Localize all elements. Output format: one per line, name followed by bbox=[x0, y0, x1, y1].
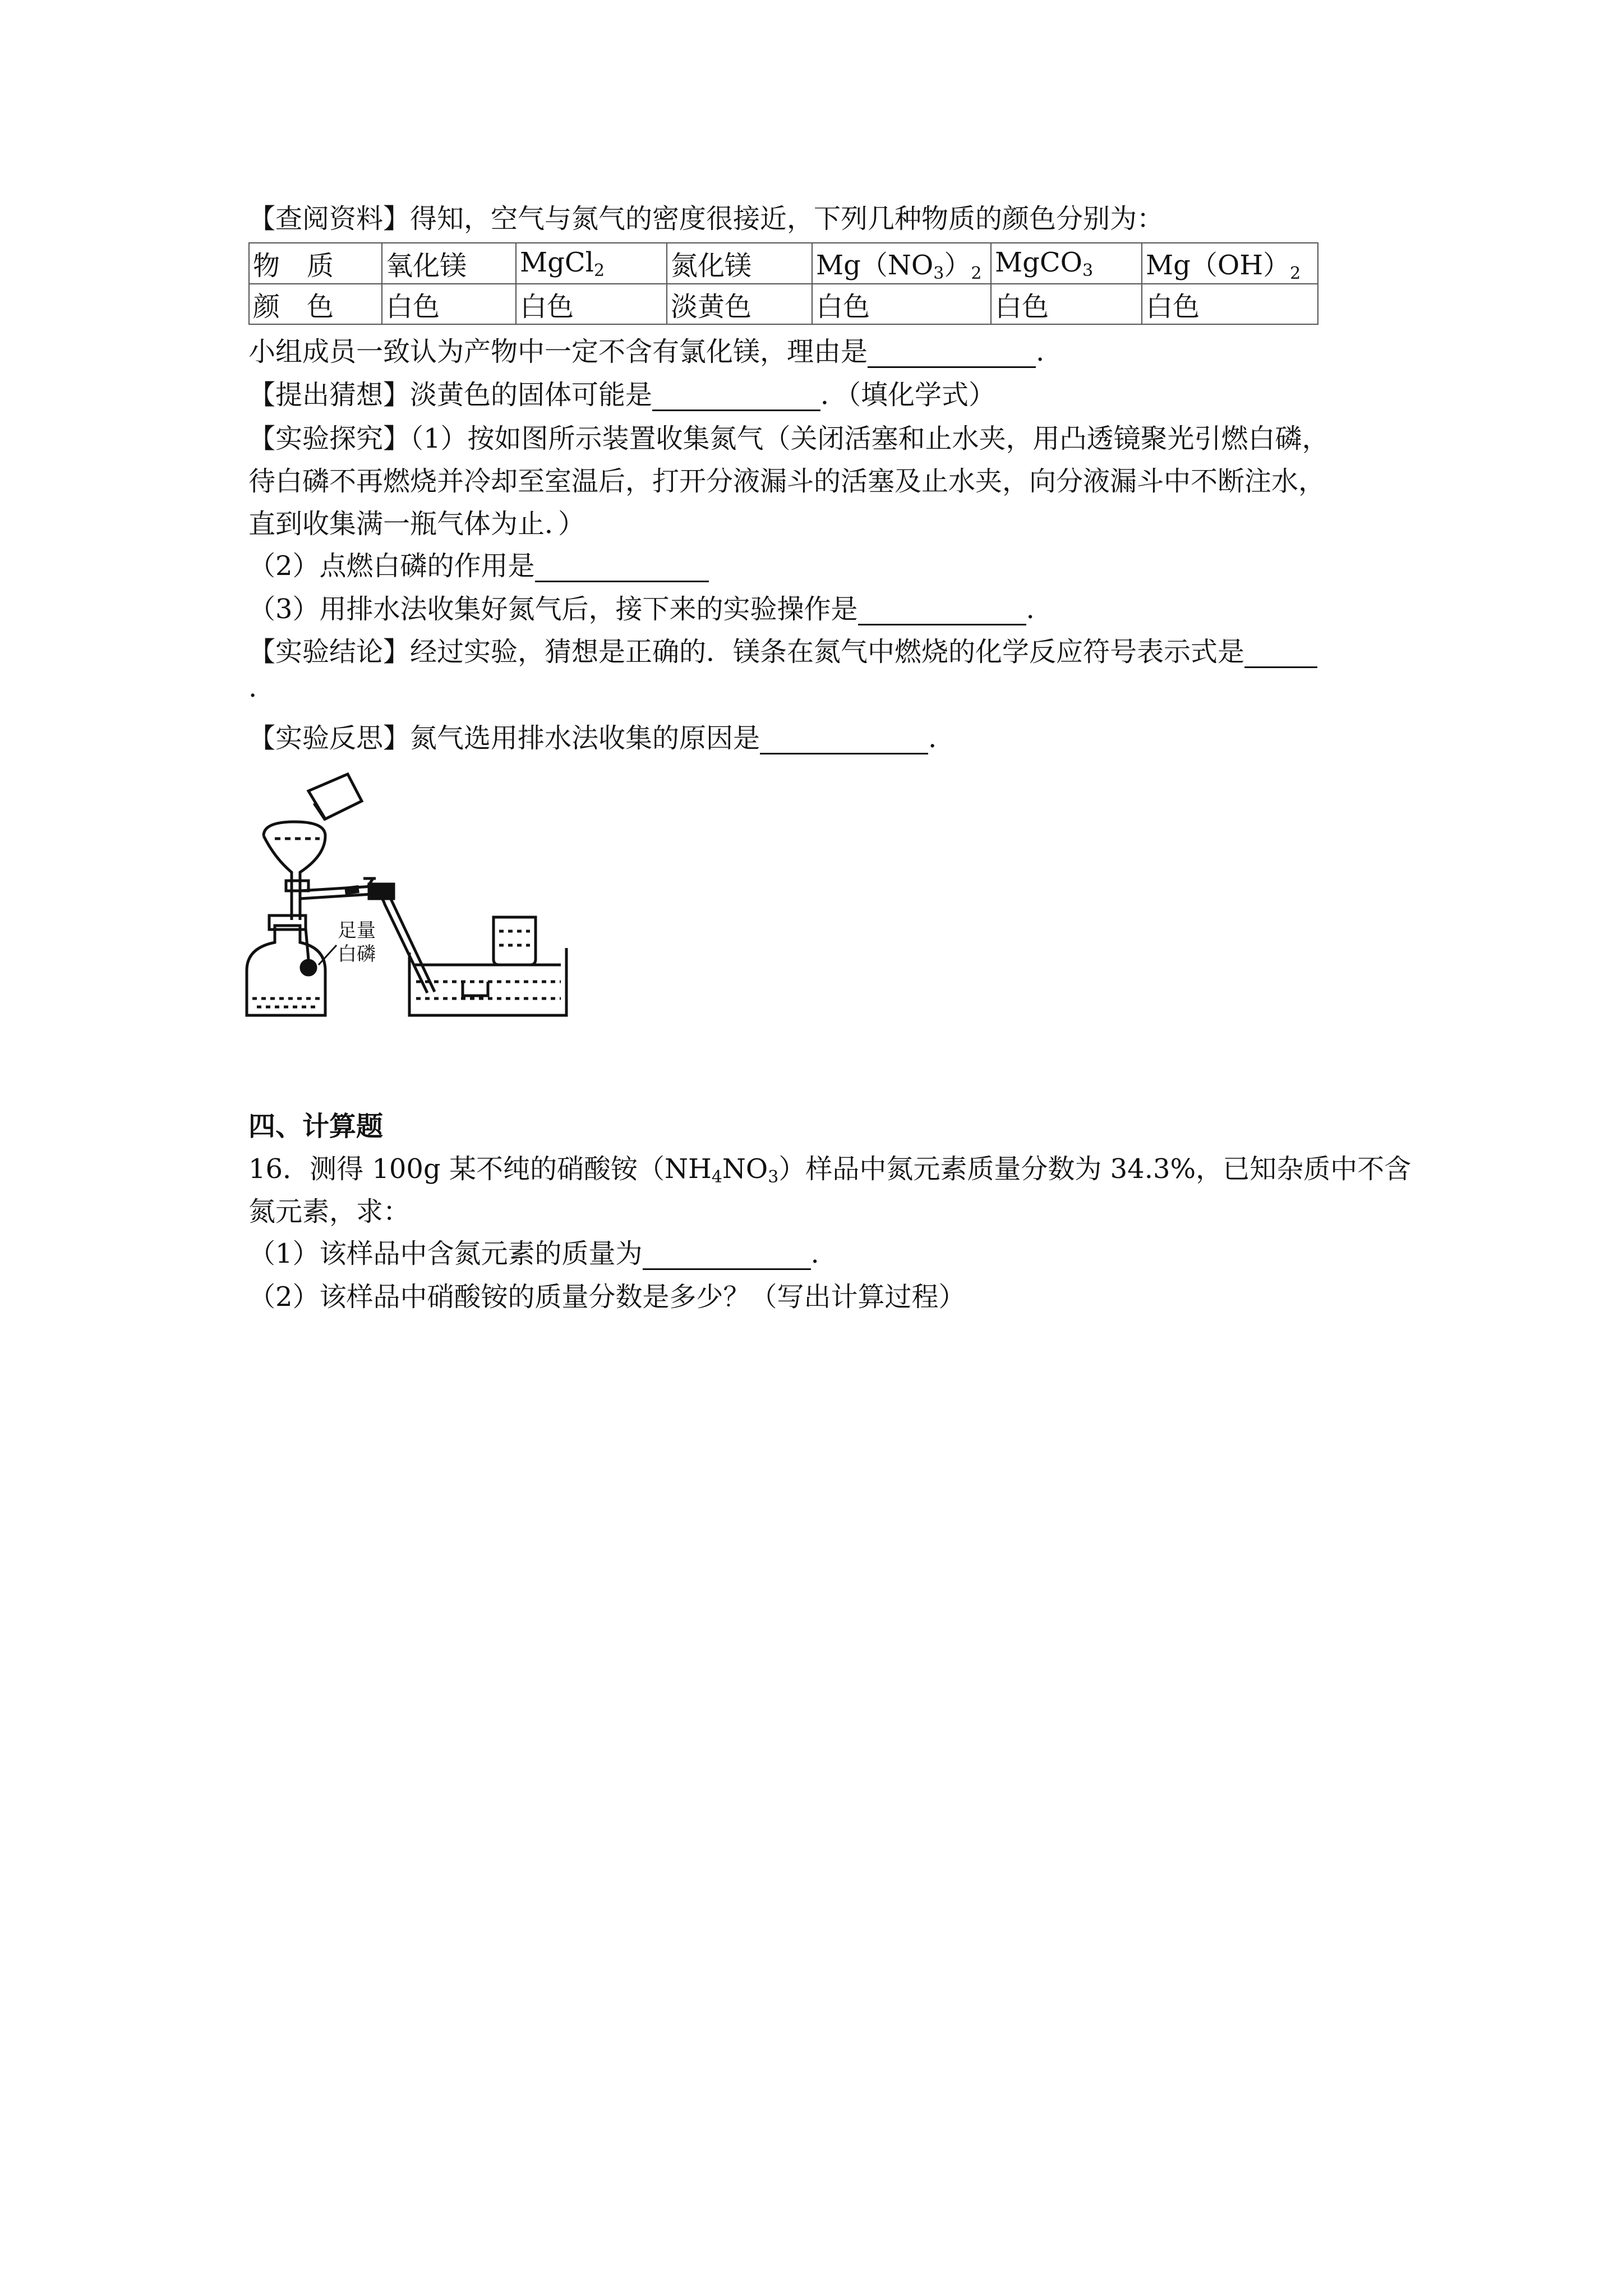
table-row bbox=[249, 284, 1318, 324]
text: 16．测得 100g 某不纯的硝酸铵（NH bbox=[248, 1153, 712, 1185]
apparatus-diagram bbox=[241, 769, 578, 1027]
text: （1）该样品中含氮元素的质量为 bbox=[248, 1238, 643, 1269]
question-line bbox=[248, 378, 995, 412]
answer-blank[interactable] bbox=[868, 335, 1036, 368]
intro-text: 【查阅资料】得知，空气与氮气的密度很接近，下列几种物质的颜色分别为： bbox=[248, 203, 1164, 234]
text: ．（填化学式） bbox=[820, 379, 996, 411]
text: . bbox=[810, 1238, 819, 1269]
table-cell: 白色 bbox=[516, 284, 667, 324]
table-cell: 白色 bbox=[991, 284, 1142, 324]
section-title: 四、计算题 bbox=[248, 1111, 384, 1142]
funnel-icon bbox=[264, 822, 325, 920]
text: . bbox=[1036, 336, 1045, 367]
question-line: . bbox=[248, 672, 257, 703]
subscript: 4 bbox=[711, 1167, 722, 1187]
question-line: 氮元素，求： bbox=[248, 1196, 411, 1227]
figure-label: 足量 bbox=[338, 919, 376, 942]
table-cell: 颜 色 bbox=[249, 284, 382, 324]
table-cell: 白色 bbox=[1142, 284, 1318, 324]
bottle-icon bbox=[247, 915, 325, 1015]
question-line: （2）该样品中硝酸铵的质量分数是多少？（写出计算过程） bbox=[248, 1281, 966, 1313]
figure-label: 白磷 bbox=[338, 943, 376, 965]
text: （2）点燃白磷的作用是 bbox=[248, 550, 535, 582]
text: . bbox=[928, 723, 937, 754]
question-line bbox=[248, 335, 1044, 369]
question-line bbox=[248, 721, 937, 755]
beaker-icon bbox=[308, 774, 362, 820]
table-cell: 白色 bbox=[812, 284, 991, 324]
table-cell: $Mg(OH)_2$ bbox=[1142, 243, 1318, 284]
question-line: 直到收集满一瓶气体为止．） bbox=[248, 508, 585, 540]
question-line bbox=[248, 1152, 1411, 1194]
answer-blank[interactable] bbox=[643, 1237, 811, 1270]
table-cell: 淡黄色 bbox=[667, 284, 812, 324]
table-cell: 氮化镁 bbox=[667, 243, 812, 284]
text: 【实验结论】经过实验，猜想是正确的．镁条在氮气中燃烧的化学反应符号表示式是 bbox=[248, 636, 1245, 668]
text: 小组成员一致认为产物中一定不含有氯化镁，理由是 bbox=[248, 336, 868, 367]
table-cell: 物 质 bbox=[249, 243, 382, 284]
answer-blank[interactable] bbox=[858, 592, 1026, 625]
question-line bbox=[248, 635, 1317, 669]
text: . bbox=[1026, 593, 1035, 625]
answer-blank[interactable] bbox=[1244, 635, 1317, 668]
table-cell: $Mg(NO_3)_2$ bbox=[812, 243, 991, 284]
question-line bbox=[248, 592, 1035, 626]
question-line: 待白磷不再燃烧并冷却至室温后，打开分液漏斗的活塞及止水夹，向分液漏斗中不断注水， bbox=[248, 466, 1326, 497]
question-line: 【实验探究】（1）按如图所示装置收集氮气（关闭活塞和止水夹，用凸透镜聚光引燃白磷， bbox=[248, 423, 1329, 454]
text: （3）用排水法收集好氮气后，接下来的实验操作是 bbox=[248, 593, 858, 625]
answer-blank[interactable] bbox=[652, 378, 820, 411]
properties-table bbox=[248, 242, 1318, 325]
question-line bbox=[248, 549, 709, 583]
text: NO bbox=[722, 1153, 768, 1185]
text: 【实验反思】氮气选用排水法收集的原因是 bbox=[248, 723, 760, 754]
table-cell: MgCO$_3$ bbox=[991, 243, 1142, 284]
trough-icon bbox=[409, 917, 566, 1015]
answer-blank[interactable] bbox=[535, 549, 709, 582]
table-cell: MgCl$_2$ bbox=[516, 243, 667, 284]
table-row bbox=[249, 243, 1318, 284]
table-cell: 白色 bbox=[382, 284, 516, 324]
question-line bbox=[248, 1237, 819, 1271]
answer-blank[interactable] bbox=[760, 721, 928, 754]
text: 【提出猜想】淡黄色的固体可能是 bbox=[248, 379, 653, 411]
table-cell: 氧化镁 bbox=[382, 243, 516, 284]
text: ）样品中氮元素质量分数为 34.3%，已知杂质中不含 bbox=[778, 1153, 1412, 1185]
subscript: 3 bbox=[768, 1167, 779, 1187]
